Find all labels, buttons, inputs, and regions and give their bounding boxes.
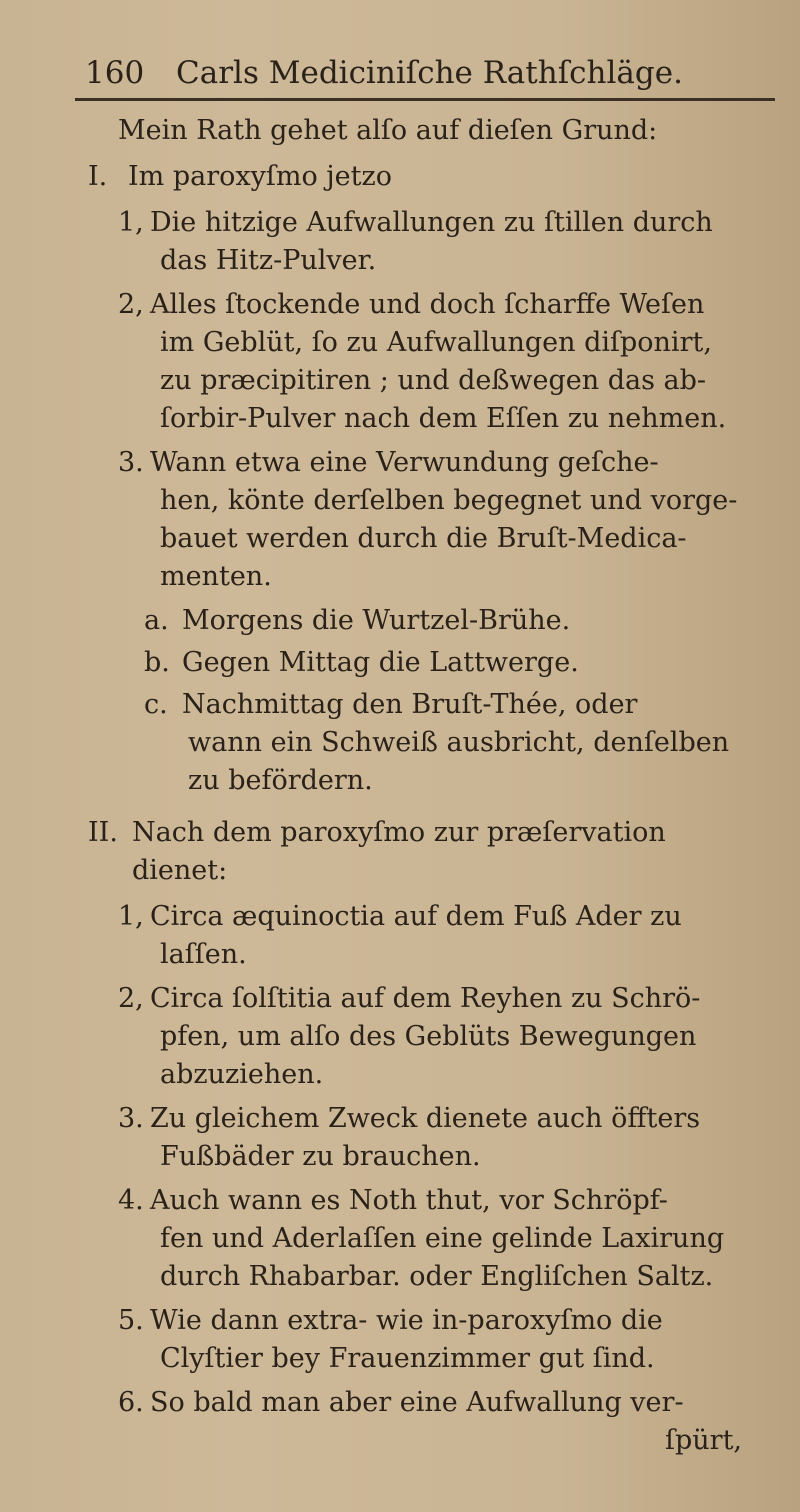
list-item — [118, 286, 704, 324]
item-number: 2, — [118, 289, 144, 320]
item-line: Alles ſtockende und doch ſcharffe Weſen — [150, 289, 705, 320]
item-line: das Hitz-Pulver. — [160, 245, 377, 276]
item-number: 1, — [118, 207, 144, 238]
item-line: bauet werden durch die Bruſt-Medica- — [160, 523, 687, 554]
item-line: So bald man aber eine Aufwallung ver- — [150, 1387, 684, 1418]
catchword: ſpürt, — [665, 1425, 743, 1456]
list-item — [118, 1302, 663, 1340]
item-line: Circa æquinoctia auf dem Fuß Ader zu — [150, 901, 682, 932]
item-line: Morgens die Wurtzel-Brühe. — [182, 605, 571, 636]
list-item — [118, 204, 713, 242]
item-line: Wann etwa eine Verwundung geſche- — [150, 447, 659, 478]
section-2-title-cont: dienet: — [132, 855, 228, 886]
list-item — [144, 602, 570, 640]
list-item — [118, 898, 682, 936]
section-2-heading — [88, 814, 666, 852]
item-number: 1, — [118, 901, 144, 932]
list-item — [118, 980, 700, 1018]
item-line: Auch wann es Noth thut, vor Schröpf- — [150, 1185, 668, 1216]
intro-line: Mein Rath gehet alſo auf dieſen Grund: — [118, 115, 658, 146]
item-line: Fußbäder zu brauchen. — [160, 1141, 481, 1172]
item-number: 4. — [118, 1185, 144, 1216]
item-number: 2, — [118, 983, 144, 1014]
list-item — [144, 686, 637, 724]
item-line: zu præcipitiren ; und deßwegen das ab- — [160, 365, 707, 396]
item-line: durch Rhabarbar. oder Engliſchen Saltz. — [160, 1261, 714, 1292]
item-line: im Geblüt, ſo zu Aufwallungen diſponirt, — [160, 327, 712, 358]
item-line: Die hitzige Aufwallungen zu ſtillen durch — [150, 207, 713, 238]
item-letter: b. — [144, 647, 170, 678]
list-item — [118, 1100, 700, 1138]
item-line: hen, könte derſelben begegnet und vorge- — [160, 485, 738, 516]
item-line: Gegen Mittag die Lattwerge. — [182, 647, 579, 678]
running-header — [85, 48, 775, 98]
section-1-title: Im paroxyſmo jetzo — [128, 161, 392, 192]
item-line: fen und Aderlaſſen eine gelinde Laxirung — [160, 1223, 725, 1254]
item-line: laſſen. — [160, 939, 247, 970]
item-line: zu befördern. — [188, 765, 373, 796]
item-letter: c. — [144, 689, 168, 720]
item-number: 5. — [118, 1305, 144, 1336]
page-number: 160 — [85, 55, 145, 91]
list-item — [118, 444, 659, 482]
item-line: wann ein Schweiß ausbricht, denſelben — [188, 727, 730, 758]
item-number: 3. — [118, 1103, 144, 1134]
item-number: 3. — [118, 447, 144, 478]
item-line: ſorbir-Pulver nach dem Eſſen zu nehmen. — [160, 403, 727, 434]
item-line: Wie dann extra- wie in-paroxyſmo die — [150, 1305, 663, 1336]
item-number: 6. — [118, 1387, 144, 1418]
item-line: Clyſtier bey Frauenzimmer gut ſind. — [160, 1343, 655, 1374]
section-2-label: II. — [88, 817, 118, 848]
header-rule — [75, 98, 775, 101]
item-line: menten. — [160, 561, 272, 592]
running-title: Carls Mediciniſche Rathſchläge. — [176, 55, 683, 91]
section-1-heading — [88, 158, 392, 196]
item-line: abzuziehen. — [160, 1059, 324, 1090]
section-2-title: Nach dem paroxyſmo zur præſervation — [132, 817, 666, 848]
list-item — [118, 1384, 684, 1422]
item-letter: a. — [144, 605, 169, 636]
section-1-label: I. — [88, 161, 108, 192]
item-line: Zu gleichem Zweck dienete auch öffters — [150, 1103, 701, 1134]
list-item — [118, 1182, 668, 1220]
list-item — [144, 644, 579, 682]
item-line: Circa ſolſtitia auf dem Reyhen zu Schrö- — [150, 983, 701, 1014]
item-line: Nachmittag den Bruſt-Thée, oder — [182, 689, 638, 720]
item-line: pfen, um alſo des Geblüts Bewegungen — [160, 1021, 697, 1052]
